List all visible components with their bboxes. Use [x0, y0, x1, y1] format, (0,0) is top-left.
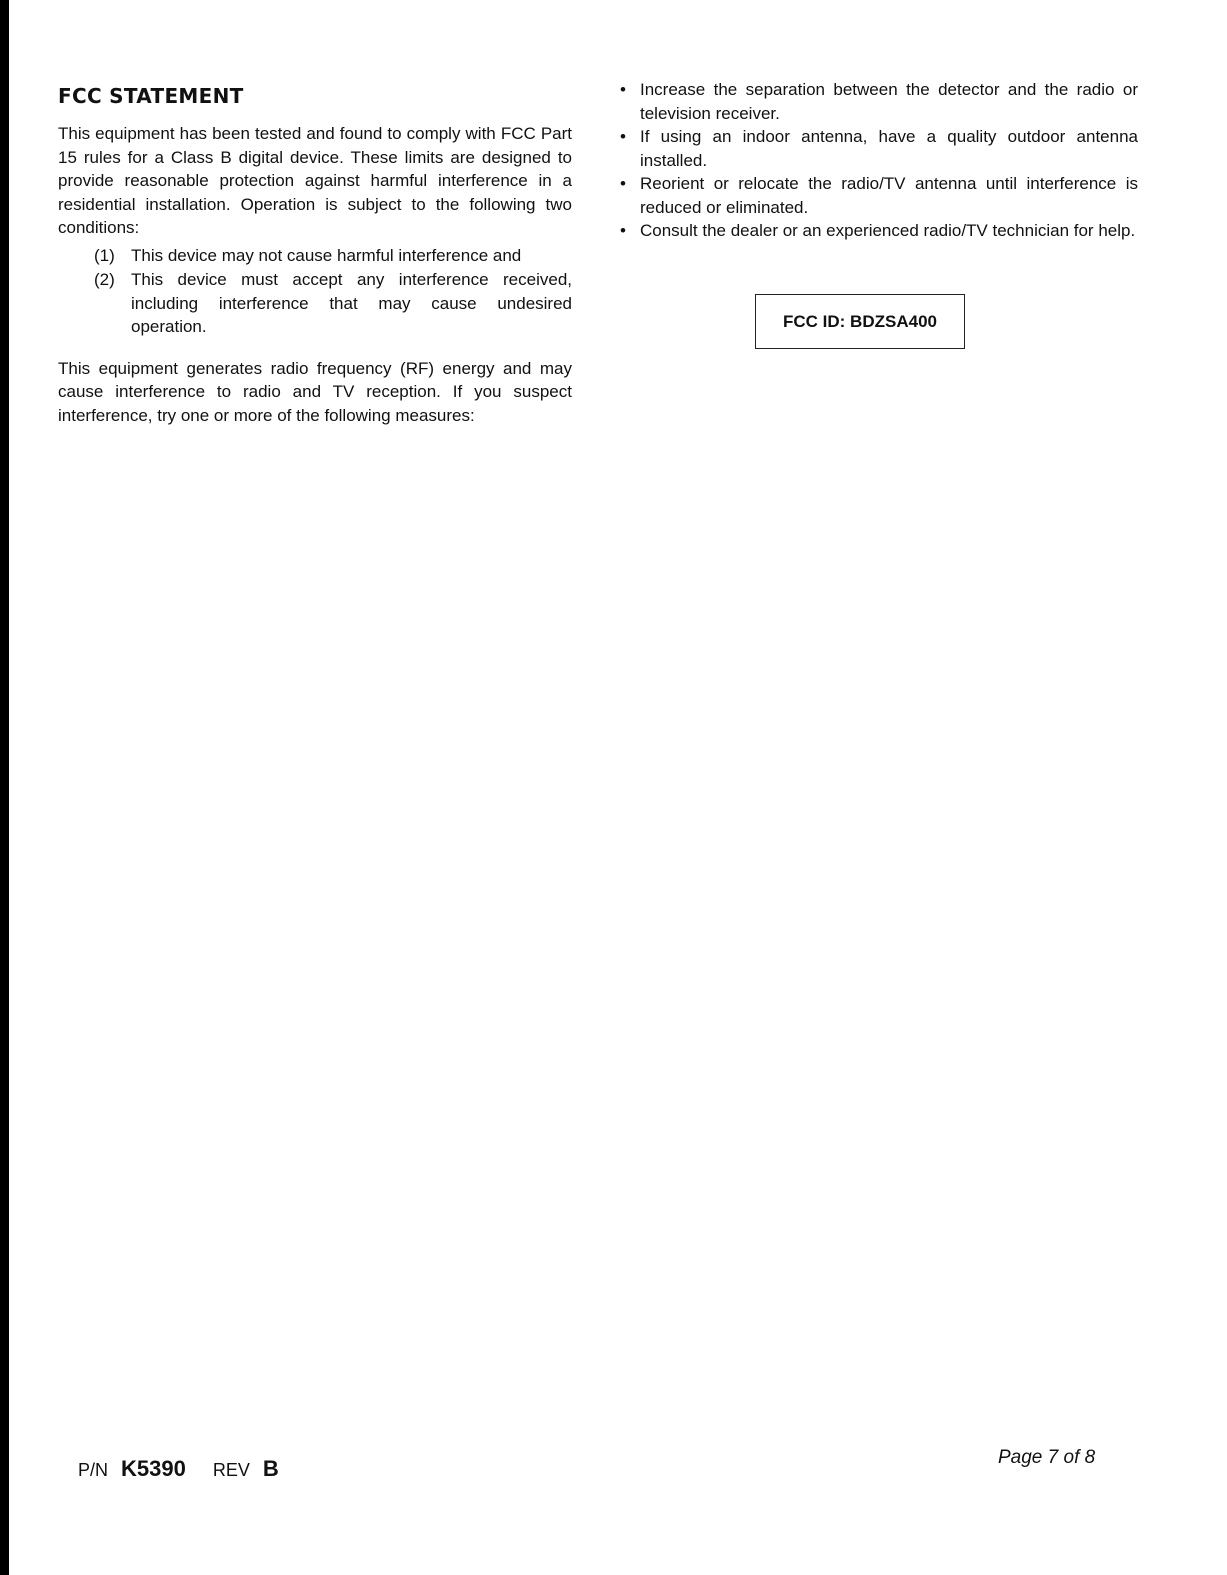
- measure-text: Increase the separation between the detector and the radio or television receiver.: [640, 80, 1138, 123]
- fcc-id-box: [755, 294, 965, 349]
- bullet-icon: •: [620, 174, 626, 193]
- bullet-icon: •: [620, 221, 626, 240]
- section-heading: FCC STATEMENT: [58, 84, 244, 108]
- condition-text: This device must accept any interference received, including interference that may cause undesired operation.: [131, 270, 572, 336]
- condition-number: (1): [94, 245, 115, 265]
- bullet-icon: •: [620, 80, 626, 99]
- condition-text: This device may not cause harmful interference and: [131, 245, 522, 265]
- rev-value: B: [262, 1456, 279, 1481]
- measure-item: [618, 125, 1138, 172]
- pn-label: P/N: [78, 1460, 109, 1480]
- left-column: [58, 84, 572, 427]
- part-number: [78, 1456, 279, 1482]
- page-number: Page 7 of 8: [998, 1447, 1096, 1468]
- measure-text: If using an indoor antenna, have a quality outdoor antenna installed.: [640, 127, 1138, 170]
- measure-item: [618, 172, 1138, 219]
- intro-paragraph: This equipment has been tested and found to comply with FCC Part 15 rules for a Class B digital device. These limits are designed to provide reasonable protection against harmful interference in a residential installation. Operation is subject to the following two conditions:: [58, 124, 572, 237]
- left-edge-bar: [0, 0, 9, 1575]
- measure-item: [618, 219, 1138, 243]
- measures-paragraph: This equipment generates radio frequency (RF) energy and may cause interference to radio and TV reception. If you suspect interference, try one or more of the following measures:: [58, 358, 572, 425]
- fcc-id-text: FCC ID: BDZSA400: [783, 311, 937, 331]
- measure-text: Consult the dealer or an experienced radio/TV technician for help.: [640, 221, 1136, 240]
- right-column: [618, 78, 1138, 243]
- rev-label: REV: [212, 1460, 250, 1480]
- condition-number: (2): [94, 270, 115, 289]
- measure-text: Reorient or relocate the radio/TV antenna until interference is reduced or eliminated.: [640, 174, 1138, 217]
- condition-item: [94, 244, 572, 268]
- bullet-icon: •: [620, 127, 626, 146]
- conditions-list: [58, 244, 572, 339]
- measure-item: [618, 78, 1138, 125]
- pn-value: K5390: [121, 1456, 186, 1481]
- condition-item: [94, 268, 572, 339]
- measures-list: [618, 78, 1138, 243]
